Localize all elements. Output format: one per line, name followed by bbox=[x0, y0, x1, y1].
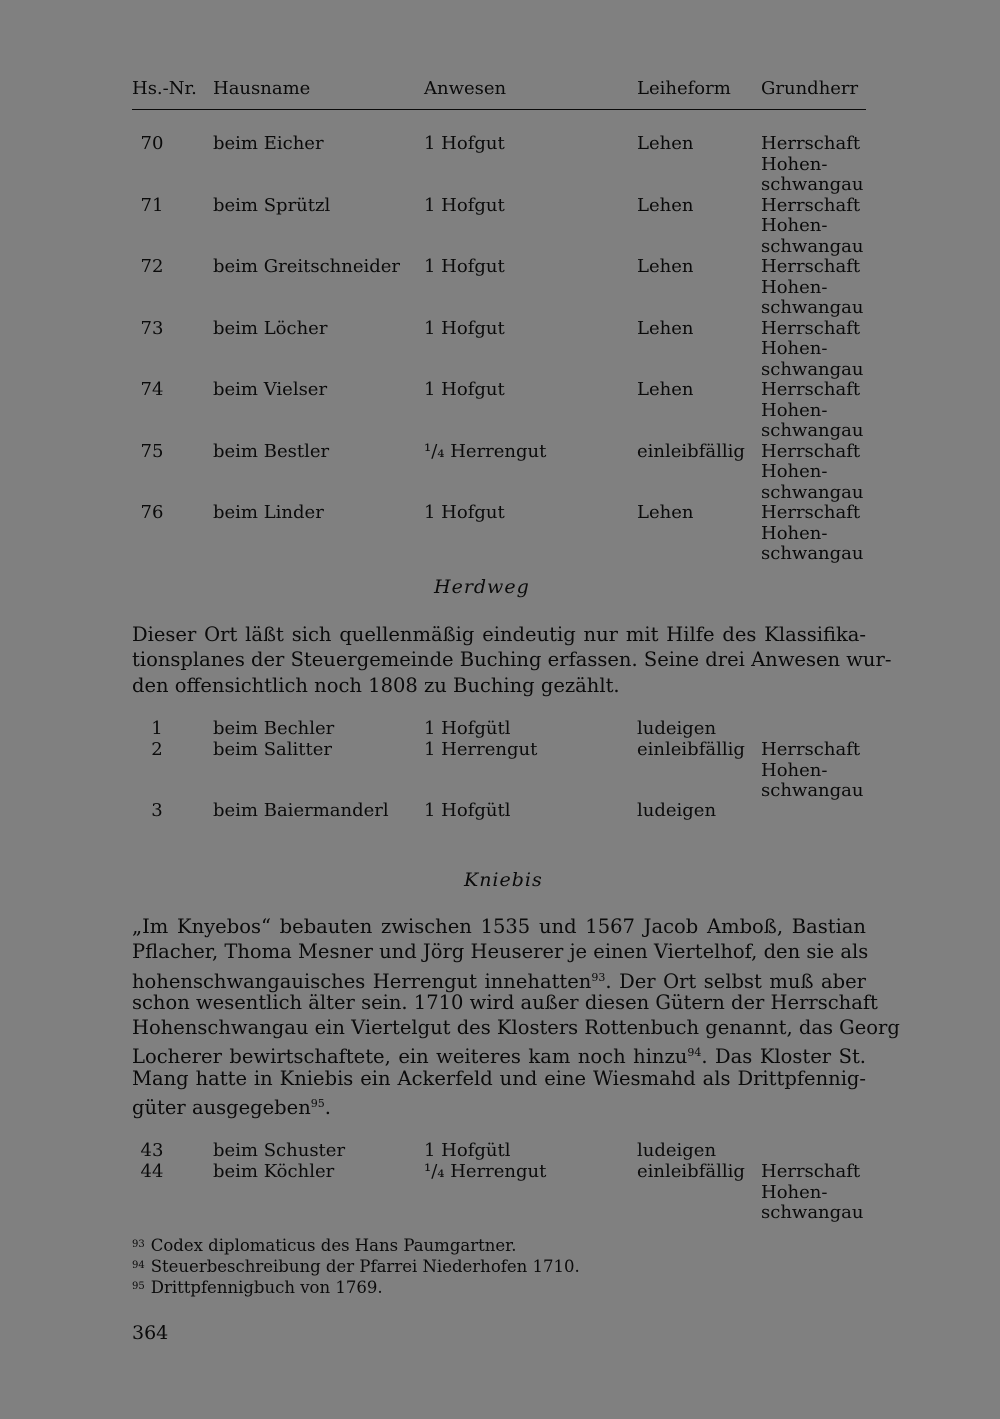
paragraph-line: den offensichtlich noch 1808 zu Buching gezählt. bbox=[132, 673, 620, 697]
footnote: $^{94}$ Steuerbeschreibung der Pfarrei Niederhofen 1710. bbox=[132, 1257, 580, 1276]
row-grundherr: Herrschaft bbox=[761, 256, 861, 277]
paragraph-line: Dieser Ort läßt sich quellenmäßig eindeutig nur mit Hilfe des Klassifika- bbox=[132, 623, 866, 646]
row-nr: 3 bbox=[151, 800, 163, 821]
row-nr: 44 bbox=[140, 1161, 164, 1182]
paragraph-line: schon wesentlich älter sein. 1710 wird außer diesen Gütern der Herrschaft bbox=[132, 990, 878, 1014]
row-leiheform: Lehen bbox=[637, 133, 694, 154]
row-hausname: beim Löcher bbox=[213, 317, 328, 339]
row-grundherr: schwangau bbox=[761, 297, 864, 318]
row-anwesen: 1 Hofgütl bbox=[424, 1140, 511, 1161]
row-nr: 72 bbox=[140, 256, 164, 277]
row-nr: 73 bbox=[140, 317, 164, 339]
row-leiheform: ludeigen bbox=[637, 800, 717, 821]
row-anwesen: 1 Hofgut bbox=[424, 194, 505, 216]
row-grundherr: Herrschaft bbox=[761, 317, 861, 339]
header-anwesen: Anwesen bbox=[424, 78, 507, 99]
row-grundherr: schwangau bbox=[761, 420, 864, 441]
row-hausname: beim Köchler bbox=[213, 1161, 335, 1182]
row-grundherr: Herrschaft bbox=[761, 1161, 861, 1182]
row-hausname: beim Salitter bbox=[213, 739, 333, 760]
row-nr: 1 bbox=[151, 718, 163, 739]
row-anwesen: 1 Hofgütl bbox=[424, 718, 511, 739]
row-hausname: beim Greitschneider bbox=[213, 256, 401, 277]
header-grundherr: Grundherr bbox=[761, 78, 859, 99]
paragraph-line: Locherer bewirtschaftete, ein weiteres kam noch hinzu$^{94}$. Das Kloster St. bbox=[132, 1045, 866, 1069]
row-hausname: beim Vielser bbox=[213, 379, 328, 400]
row-grundherr: Hohen- bbox=[761, 522, 828, 544]
row-leiheform: einleibfällig bbox=[637, 1161, 745, 1182]
header-hausname: Hausname bbox=[213, 78, 311, 99]
header-rule bbox=[132, 109, 866, 110]
row-nr: 76 bbox=[140, 502, 164, 523]
footnote-ref: 95 bbox=[310, 1097, 325, 1111]
row-grundherr: Hohen- bbox=[761, 1181, 828, 1203]
row-leiheform: Lehen bbox=[637, 379, 694, 400]
row-grundherr: schwangau bbox=[761, 780, 864, 801]
row-grundherr: Hohen- bbox=[761, 338, 828, 359]
row-hausname: beim Bechler bbox=[213, 718, 335, 739]
row-grundherr: Herrschaft bbox=[761, 440, 861, 462]
row-nr: 2 bbox=[151, 739, 163, 760]
section-title-herdweg: Herdweg bbox=[434, 576, 530, 598]
row-anwesen: ¹/₄ Herrengut bbox=[424, 440, 547, 462]
row-leiheform: Lehen bbox=[637, 194, 694, 216]
paragraph-kniebis bbox=[132, 914, 900, 1120]
row-leiheform: einleibfällig bbox=[637, 440, 745, 462]
row-grundherr: schwangau bbox=[761, 1202, 864, 1223]
row-grundherr: Herrschaft bbox=[761, 194, 861, 216]
row-anwesen: 1 Hofgut bbox=[424, 256, 505, 277]
row-grundherr: schwangau bbox=[761, 543, 864, 564]
row-nr: 75 bbox=[140, 440, 164, 462]
row-anwesen: 1 Herrengut bbox=[424, 739, 538, 760]
row-nr: 70 bbox=[140, 133, 164, 154]
row-hausname: beim Schuster bbox=[213, 1140, 346, 1161]
paragraph-line: „Im Knyebos“ bebauten zwischen 1535 und 1567 Jacob Amboß, Bastian bbox=[132, 915, 866, 938]
row-anwesen: 1 Hofgut bbox=[424, 133, 505, 154]
header-leiheform: Leiheform bbox=[637, 78, 731, 99]
row-grundherr: Hohen- bbox=[761, 759, 828, 781]
row-grundherr: Hohen- bbox=[761, 276, 828, 298]
footnote: $^{95}$ Drittpfennigbuch von 1769. bbox=[132, 1278, 383, 1297]
row-grundherr: Hohen- bbox=[761, 215, 828, 236]
row-anwesen: 1 Hofgut bbox=[424, 317, 505, 339]
paragraph-line: tionsplanes der Steuergemeinde Buching erfassen. Seine drei Anwesen wur- bbox=[132, 648, 892, 672]
row-grundherr: Herrschaft bbox=[761, 739, 861, 760]
row-hausname: beim Sprützl bbox=[213, 194, 331, 216]
row-hausname: beim Eicher bbox=[213, 133, 324, 154]
paragraph-line: güter ausgegeben$^{95}$. bbox=[132, 1096, 331, 1120]
row-grundherr: Hohen- bbox=[761, 399, 828, 421]
row-anwesen: 1 Hofgut bbox=[424, 379, 505, 400]
row-leiheform: ludeigen bbox=[637, 718, 717, 739]
row-grundherr: Herrschaft bbox=[761, 502, 861, 523]
paragraph-line: Pflacher, Thoma Mesner und Jörg Heuserer je einen Viertelhof, den sie als bbox=[132, 940, 869, 964]
row-grundherr: Hohen- bbox=[761, 153, 828, 175]
row-nr: 43 bbox=[140, 1140, 164, 1161]
row-grundherr: Herrschaft bbox=[761, 133, 861, 154]
paragraph-line: Hohenschwangau ein Viertelgut des Klosters Rottenbuch genannt, das Georg bbox=[132, 1016, 900, 1040]
row-grundherr: schwangau bbox=[761, 174, 864, 195]
paragraph-line: hohenschwangauisches Herrengut innehatten$^{93}$. Der Ort selbst muß aber bbox=[132, 969, 866, 993]
row-hausname: beim Bestler bbox=[213, 440, 330, 462]
row-leiheform: Lehen bbox=[637, 256, 694, 277]
row-grundherr: schwangau bbox=[761, 481, 864, 503]
row-grundherr: schwangau bbox=[761, 358, 864, 380]
header-nr: Hs.-Nr. bbox=[132, 78, 197, 99]
footnote-ref: 94 bbox=[687, 1046, 702, 1060]
paragraph-herdweg bbox=[132, 622, 892, 698]
row-nr: 74 bbox=[140, 379, 164, 400]
paragraph-line: Mang hatte in Kniebis ein Ackerfeld und eine Wiesmahd als Drittpfennig- bbox=[132, 1066, 866, 1090]
row-grundherr: Herrschaft bbox=[761, 379, 861, 400]
row-leiheform: ludeigen bbox=[637, 1140, 717, 1161]
footnote: $^{93}$ Codex diplomaticus des Hans Paumgartner. bbox=[132, 1236, 517, 1255]
row-leiheform: Lehen bbox=[637, 317, 694, 339]
footnote-ref: 93 bbox=[591, 970, 606, 984]
row-anwesen: ¹/₄ Herrengut bbox=[424, 1161, 547, 1182]
row-leiheform: Lehen bbox=[637, 502, 694, 523]
row-grundherr: Hohen- bbox=[761, 461, 828, 482]
row-hausname: beim Linder bbox=[213, 502, 324, 523]
row-anwesen: 1 Hofgütl bbox=[424, 800, 511, 821]
row-anwesen: 1 Hofgut bbox=[424, 502, 505, 523]
row-leiheform: einleibfällig bbox=[637, 739, 745, 760]
row-nr: 71 bbox=[140, 194, 164, 216]
row-grundherr: schwangau bbox=[761, 235, 864, 257]
row-hausname: beim Baiermanderl bbox=[213, 800, 389, 821]
page-number: 364 bbox=[132, 1322, 169, 1344]
section-title-kniebis: Kniebis bbox=[464, 869, 543, 891]
